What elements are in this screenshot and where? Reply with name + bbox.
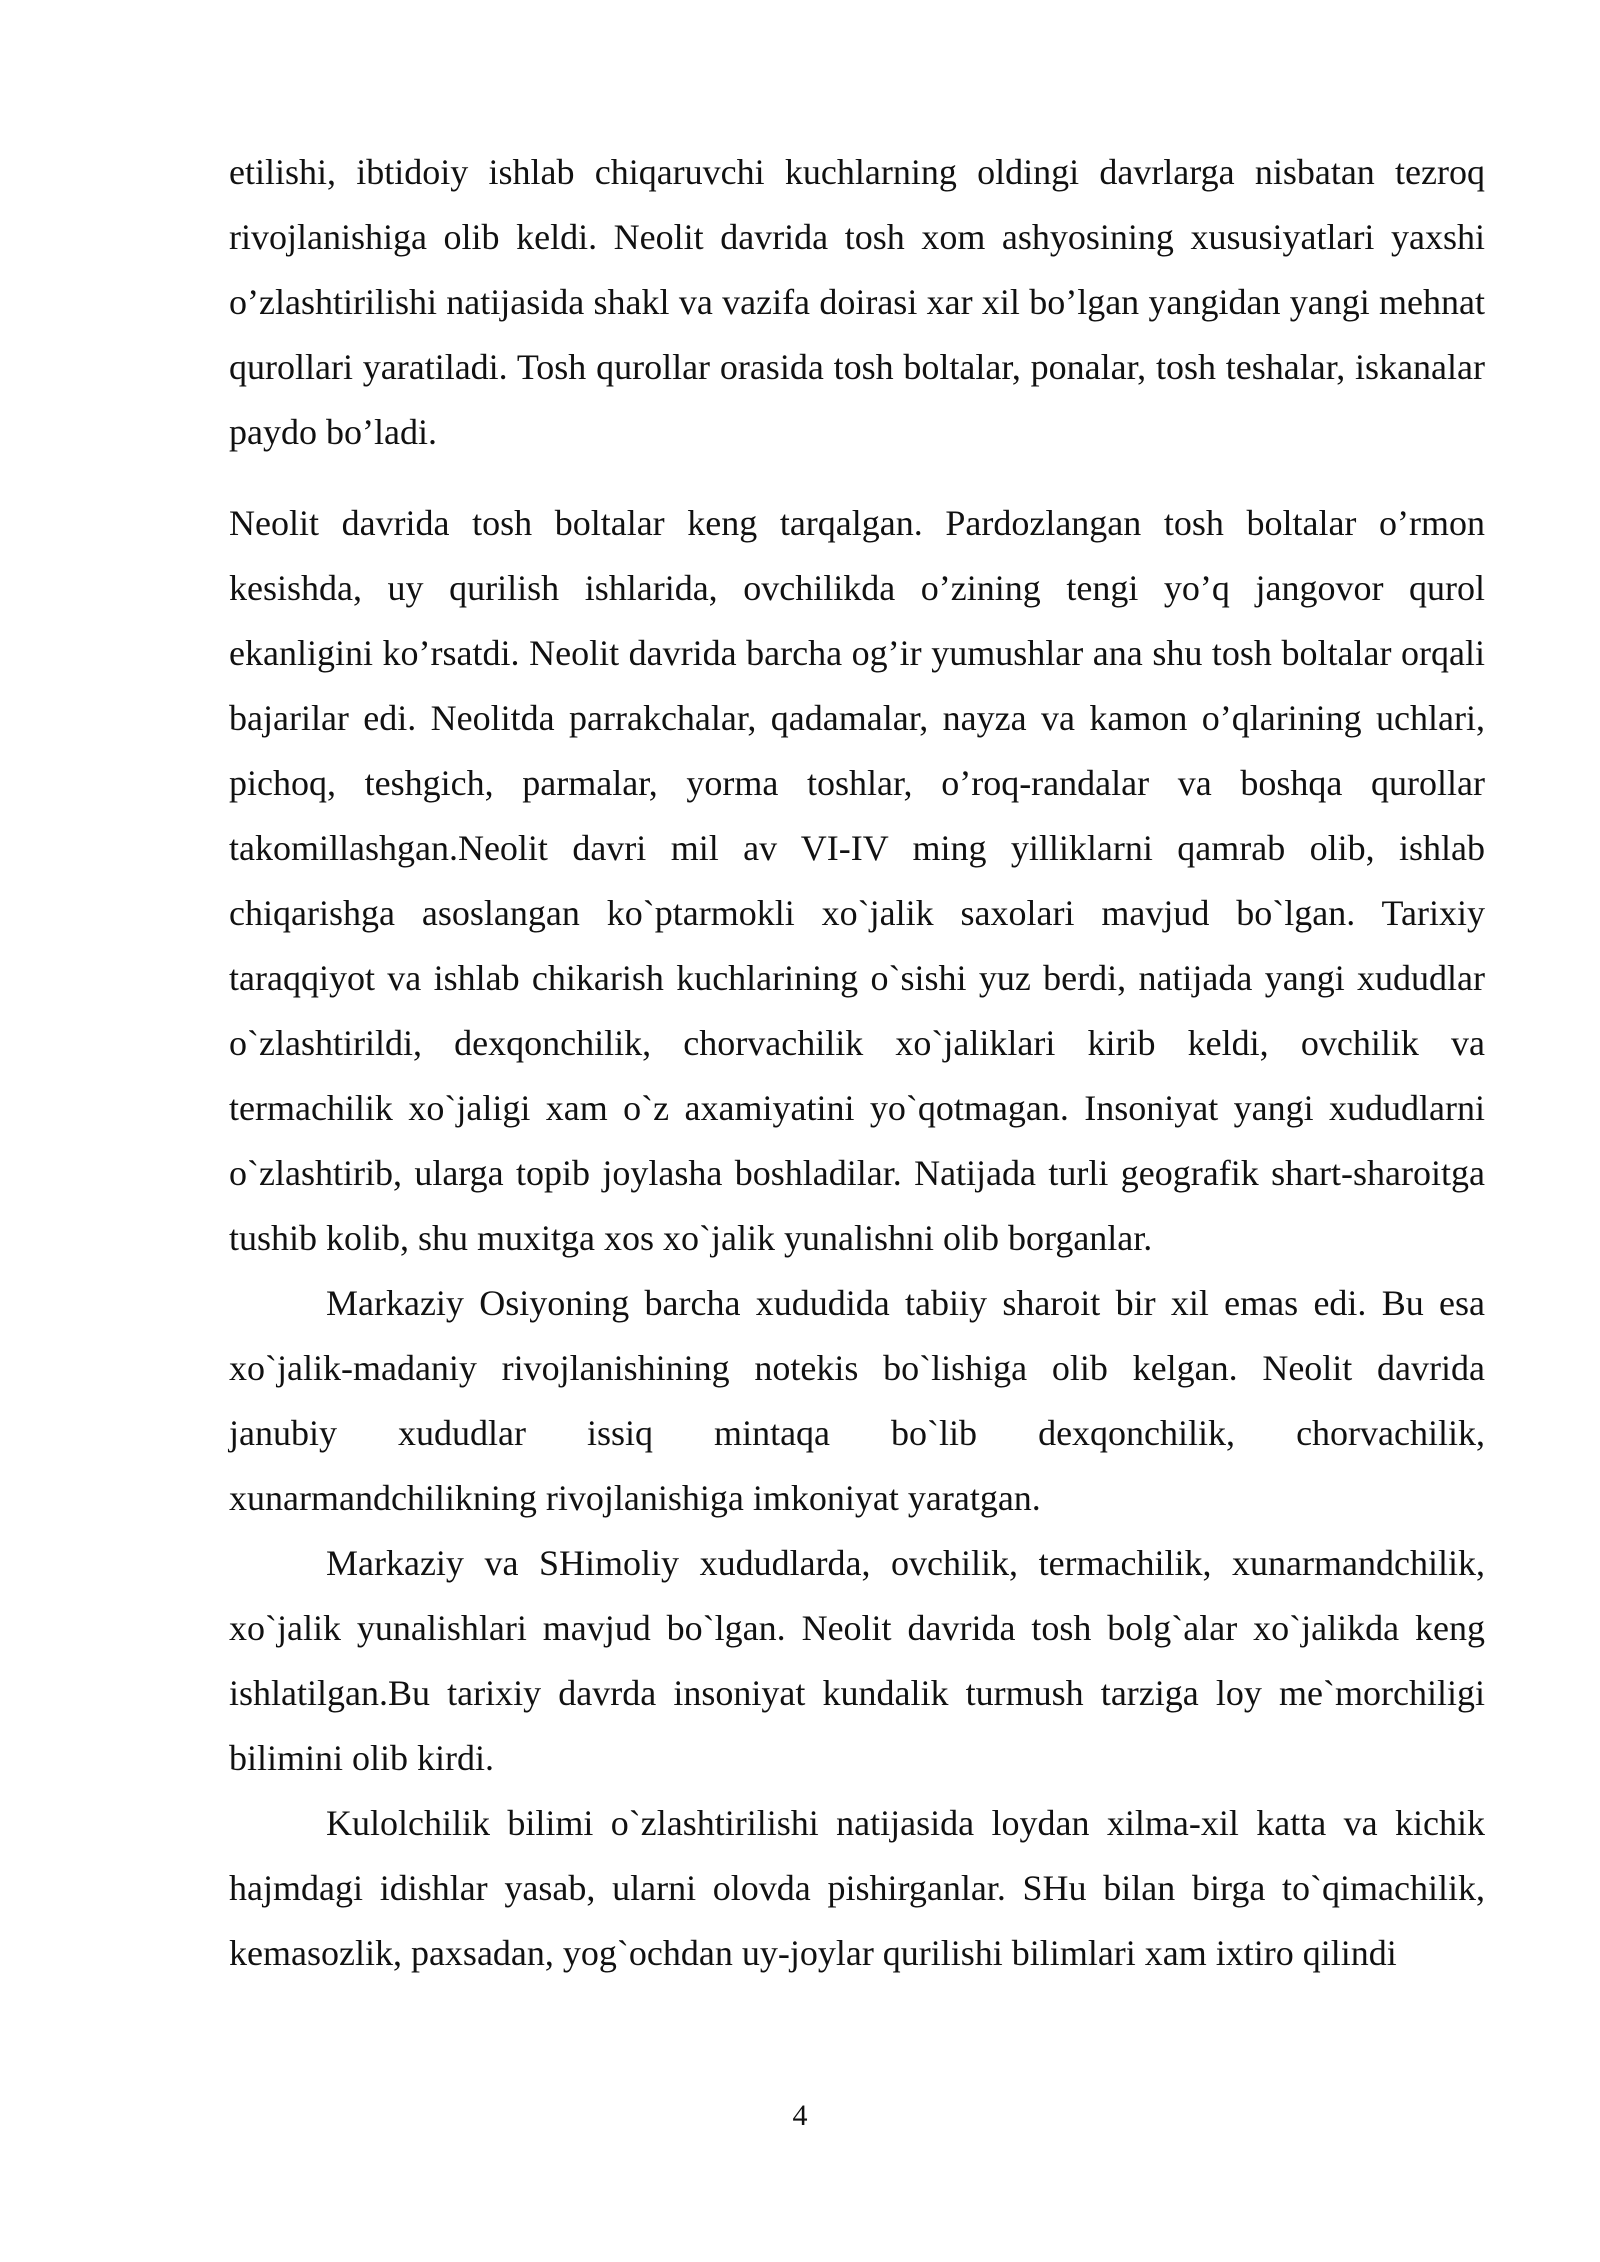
paragraph-5: Kulolchilik bilimi o`zlashtirilishi natijasida loydan xilma-xil katta va kichik hajmdagi idishlar yasab, ularni olovda pishirganlar. SHu bilan birga to`qimachilik, kemasozlik, paxsadan, yog`ochdan uy-joylar qurilishi bilimlari xam ixtiro qilindi	[229, 1803, 1485, 1973]
page-number: 4	[792, 2099, 808, 2132]
paragraph-4: Markaziy va SHimoliy xududlarda, ovchilik, termachilik, xunarmandchilik, xo`jalik yunalishlari mavjud bo`lgan. Neolit davrida tosh bolg`alar xo`jalikda keng ishlatilgan.Bu tarixiy davrda insoniyat kundalik turmush tarziga loy me`morchiligi bilimini olib kirdi.	[229, 1543, 1485, 1778]
document-page	[229, 140, 1485, 1986]
paragraph-3: Markaziy Osiyoning barcha xududida tabiiy sharoit bir xil emas edi. Bu esa xo`jalik-madaniy rivojlanishining notekis bo`lishiga olib kelgan. Neolit davrida janubiy xududlar issiq mintaqa bo`lib dexqonchilik, chorvachilik, xunarmandchilikning rivojlanishiga imkoniyat yaratgan.	[229, 1283, 1485, 1518]
paragraph-2: Neolit davrida tosh boltalar keng tarqalgan. Pardozlangan tosh boltalar o’rmon kesishda, uy qurilish ishlarida, ovchilikda o’zining tengi yo’q jangovor qurol ekanligini ko’rsatdi. Neolit davrida barcha og’ir yumushlar ana shu tosh boltalar orqali bajarilar edi. Neolitda parrakchalar, qadamalar, nayza va kamon o’qlarining uchlari, pichoq, teshgich, parmalar, yorma toshlar, o’roq-randalar va boshqa qurollar takomillashgan.Neolit davri mil av VI-IV ming yilliklarni qamrab olib, ishlab chiqarishga asoslangan ko`ptarmokli xo`jalik saxolari mavjud bo`lgan. Tarixiy taraqqiyot va ishlab chikarish kuchlarining o`sishi yuz berdi, natijada yangi xududlar o`zlashtirildi, dexqonchilik, chorvachilik xo`jaliklari kirib keldi, ovchilik va termachilik xo`jaligi xam o`z axamiyatini yo`qotmagan. Insoniyat yangi xududlarni o`zlashtirib, ularga topib joylasha boshladilar. Natijada turli geografik shart-sharoitga tushib kolib, shu muxitga xos xo`jalik yunalishni olib borganlar.	[229, 503, 1485, 1258]
paragraph-1: etilishi, ibtidoiy ishlab chiqaruvchi kuchlarning oldingi davrlarga nisbatan tezroq rivojlanishiga olib keldi. Neolit davrida tosh xom ashyosining xususiyatlari yaxshi o’zlashtirilishi natijasida shakl va vazifa doirasi xar xil bo’lgan yangidan yangi mehnat qurollari yaratiladi. Tosh qurollar orasida tosh boltalar, ponalar, tosh teshalar, iskanalar paydo bo’ladi.	[229, 152, 1485, 452]
